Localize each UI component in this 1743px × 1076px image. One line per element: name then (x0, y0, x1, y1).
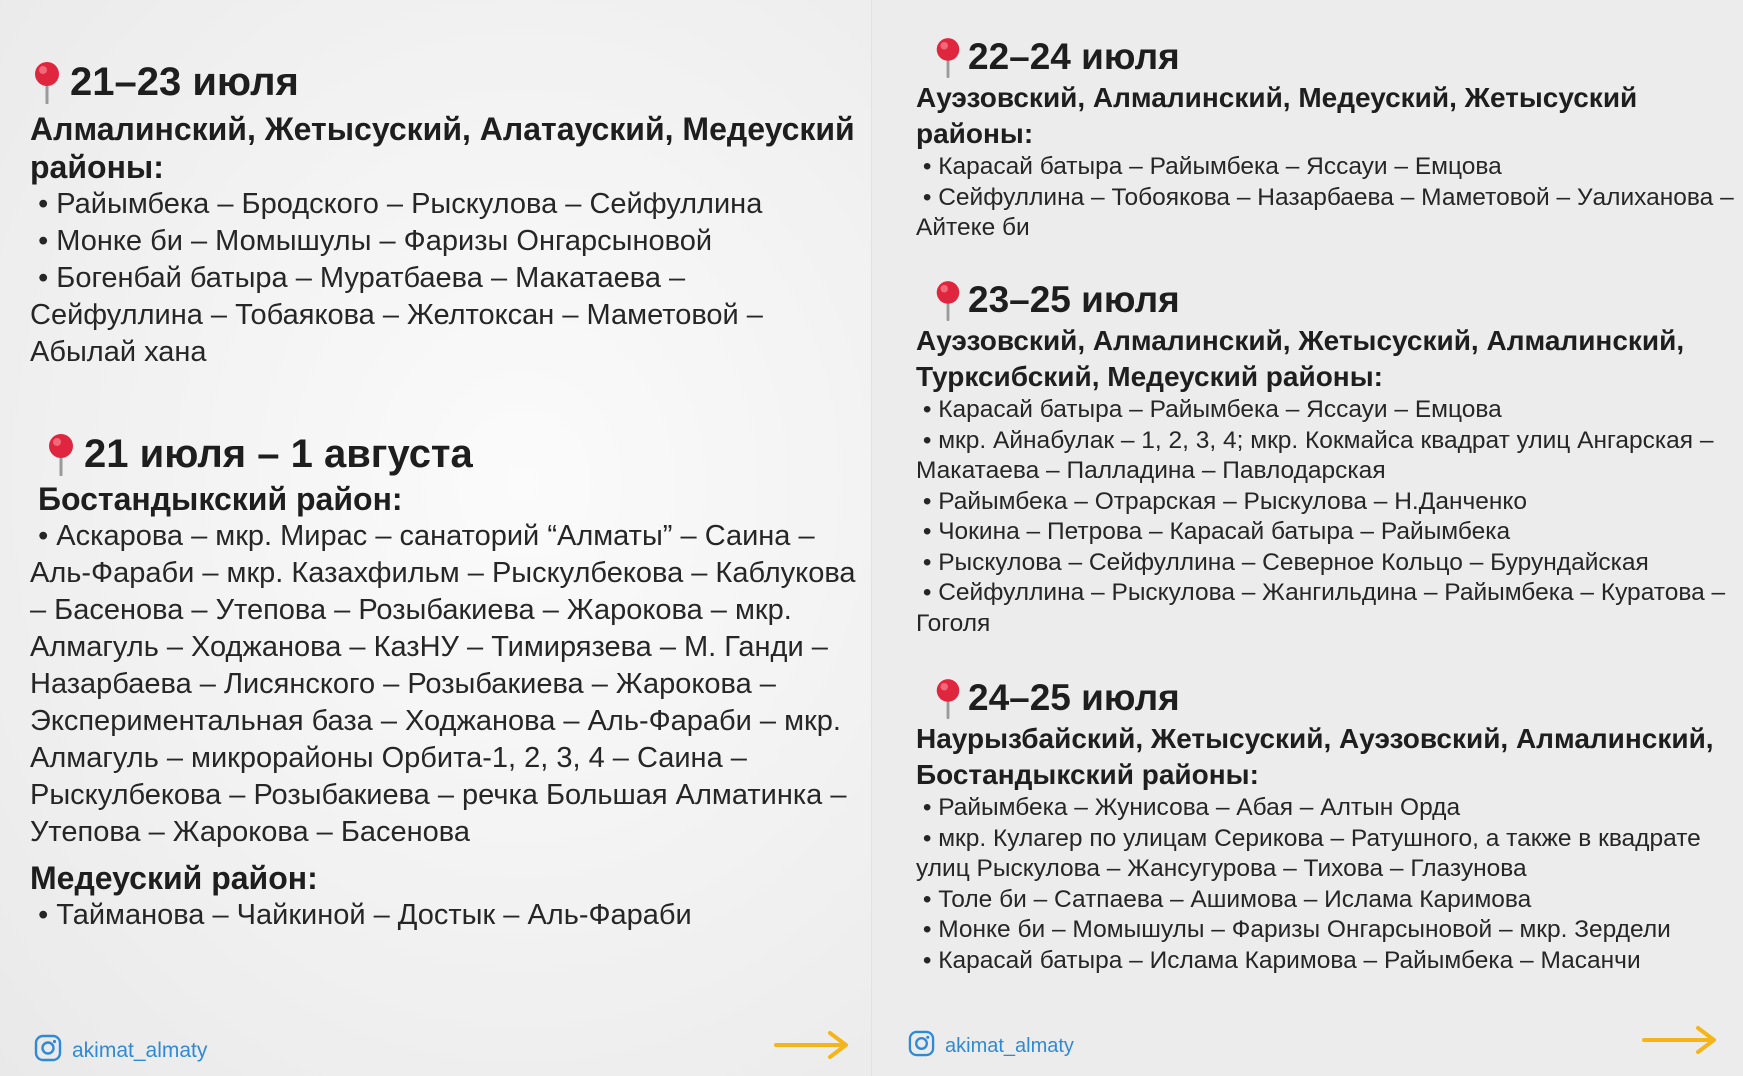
list-item: • Рыскулова – Сейфуллина – Северное Кольцо – Бурундайская (922, 548, 1649, 576)
list-item-text: Тайманова – Чайкиной – Достык – Аль-Фараби (56, 899, 692, 931)
schedule-section (916, 675, 1736, 976)
list-item: • Райымбека – Отрарская – Рыскулова – Н.Данченко (922, 487, 1528, 515)
region-heading: Ауэзовский, Алмалинский, Жетысуский, Алмалинский, Турксибский, Медеуский районы: (916, 325, 1685, 392)
list-item: • мкр. Айнабулак – 1, 2, 3, 4; мкр. Кокмайса квадрат улиц Ангарская – Макатаева – Палладина – Павлодарская (916, 426, 1714, 484)
list-item: • Толе би – Сатпаева – Ашимова – Ислама Каримова (922, 885, 1532, 913)
list-item-text: Чокина – Петрова – Карасай батыра – Райымбека (938, 518, 1511, 545)
list-item-text: Монке би – Момышулы – Фаризы Онгарсыновой (56, 225, 713, 257)
list-item: • мкр. Кулагер по улицам Серикова – Ратушного, а также в квадрате улиц Рыскулова – Жансугурова – Тихова – Глазунова (916, 824, 1701, 882)
date-heading (44, 428, 860, 480)
right-arrow-icon[interactable] (1642, 1025, 1718, 1060)
list-item-text: Карасай батыра – Райымбека – Яссауи – Емцова (938, 396, 1502, 423)
round-pushpin-icon (932, 36, 964, 78)
list-item: • Тайманова – Чайкиной – Достык – Аль-Фараби (38, 899, 692, 931)
right-arrow-icon[interactable] (774, 1030, 850, 1065)
footer-handle[interactable] (34, 1034, 207, 1068)
list-item: • Сейфуллина – Тобоякова – Назарбаева – Маметовой – Уалиханова – Айтеке би (916, 183, 1734, 241)
region-heading: Бостандыкский район: (38, 481, 403, 517)
list-item-text: Сейфуллина – Тобоякова – Назарбаева – Маметовой – Уалиханова – Айтеке би (916, 183, 1734, 241)
region-heading: Алмалинский, Жетысуский, Алатауский, Медеуский районы: (30, 111, 855, 185)
round-pushpin-icon (932, 677, 964, 719)
date-heading (932, 34, 1736, 80)
list-item: • Сейфуллина – Рыскулова – Жангильдина – Райымбека – Куратова – Гоголя (916, 579, 1726, 637)
date-heading (932, 675, 1736, 721)
list-item-text: Монке би – Момышулы – Фаризы Онгарсыновой – мкр. Зердели (938, 916, 1671, 943)
date-text: 24–25 июля (968, 677, 1180, 718)
schedule-section (30, 56, 860, 371)
date-text: 22–24 июля (968, 36, 1180, 77)
date-heading (932, 277, 1736, 323)
list-item-text: Рыскулова – Сейфуллина – Северное Кольцо – Бурундайская (938, 548, 1649, 576)
region-heading: Ауэзовский, Алмалинский, Медеуский, Жетысуский районы: (916, 82, 1638, 149)
region-heading: Медеуский район: (30, 860, 318, 896)
instagram-icon (908, 1030, 935, 1063)
list-item-text: Карасай батыра – Райымбека – Яссауи – Емцова (938, 153, 1502, 180)
round-pushpin-icon (44, 432, 78, 476)
list-item: • Аскарова – мкр. Мирас – санаторий “Алматы” – Саина – Аль-Фараби – мкр. Казахфильм – Рыскулбекова – Каблукова – Басенова – Утепова – Розыбакиева – Жарокова – мкр. Алмагуль – Ходжанова – КазНУ – Тимирязева – М. Ганди – Назарбаева – Лисянского – Розыбакиева – Жарокова – Экспериментальная база – Ходжанова – Аль-Фараби – мкр. Алмагуль – микрорайоны Орбита-1, 2, 3, 4 – Саина – Рыскулбекова – Розыбакиева – речка Большая Алматинка – Утепова – Жарокова – Басенова (30, 520, 856, 848)
footer-handle[interactable] (908, 1030, 1074, 1063)
list-item: • Карасай батыра – Райымбека – Яссауи – Емцова (922, 396, 1502, 423)
round-pushpin-icon (932, 279, 964, 321)
date-text: 21 июля – 1 августа (84, 432, 473, 476)
schedule-section (916, 277, 1736, 639)
list-item: • Карасай батыра – Ислама Каримова – Райымбека – Масанчи (922, 946, 1641, 974)
list-item: • Богенбай батыра – Муратбаева – Макатаева – Сейфуллина – Тобаякова – Желтоксан – Маметовой – Абылай хана (30, 262, 763, 368)
list-item-text: Сейфуллина – Рыскулова – Жангильдина – Райымбека – Куратова – Гоголя (916, 579, 1726, 637)
list-item-text: Райымбека – Жунисова – Абая – Алтын Орда (938, 794, 1461, 821)
instagram-handle: akimat_almaty (72, 1039, 208, 1062)
list-item-text: Аскарова – мкр. Мирас – санаторий “Алматы” – Саина – Аль-Фараби – мкр. Казахфильм – Рыскулбекова – Каблукова – Басенова – Утепова – Розыбакиева – Жарокова – мкр. Алмагуль – Ходжанова – КазНУ – Тимирязева – М. Ганди – Назарбаева – Лисянского – Розыбакиева – Жарокова – Экспериментальная база – Ходжанова – Аль-Фараби – мкр. Алмагуль – микрорайоны Орбита-1, 2, 3, 4 – Саина – Рыскулбекова – Розыбакиева – речка Большая Алматинка – Утепова – Жарокова – Басенова (30, 520, 856, 848)
date-text: 21–23 июля (70, 60, 299, 104)
list-item-text: Карасай батыра – Ислама Каримова – Райымбека – Масанчи (938, 946, 1641, 974)
list-item-text: Толе би – Сатпаева – Ашимова – Ислама Каримова (938, 885, 1532, 913)
instagram-icon (34, 1034, 62, 1068)
round-pushpin-icon (30, 60, 64, 104)
list-item-text: мкр. Кулагер по улицам Серикова – Ратушного, а также в квадрате улиц Рыскулова – Жансугурова – Тихова – Глазунова (916, 824, 1701, 882)
list-item-text: мкр. Айнабулак – 1, 2, 3, 4; мкр. Кокмайса квадрат улиц Ангарская – Макатаева – Палладина – Павлодарская (916, 426, 1714, 484)
list-item: • Карасай батыра – Райымбека – Яссауи – Емцова (922, 153, 1502, 180)
schedule-section (916, 34, 1736, 244)
list-item-text: Богенбай батыра – Муратбаева – Макатаева – Сейфуллина – Тобаякова – Желтоксан – Маметовой – Абылай хана (30, 262, 763, 368)
instagram-handle: akimat_almaty (945, 1035, 1074, 1057)
list-item-text: Райымбека – Отрарская – Рыскулова – Н.Данченко (938, 487, 1528, 515)
right-panel (872, 0, 1743, 1076)
list-item: • Монке би – Момышулы – Фаризы Онгарсыновой (38, 225, 713, 257)
list-item: • Монке би – Момышулы – Фаризы Онгарсыновой – мкр. Зердели (922, 916, 1671, 943)
list-item: • Райымбека – Жунисова – Абая – Алтын Орда (922, 794, 1461, 821)
date-text: 23–25 июля (968, 279, 1180, 320)
list-item: • Райымбека – Бродского – Рыскулова – Сейфуллина (38, 188, 763, 220)
date-heading (30, 56, 860, 108)
schedule-section (30, 428, 860, 934)
list-item-text: Райымбека – Бродского – Рыскулова – Сейфуллина (56, 188, 763, 220)
list-item: • Чокина – Петрова – Карасай батыра – Райымбека (922, 518, 1511, 545)
region-heading: Наурызбайский, Жетысуский, Ауэзовский, Алмалинский, Бостандыкский районы: (916, 723, 1714, 790)
